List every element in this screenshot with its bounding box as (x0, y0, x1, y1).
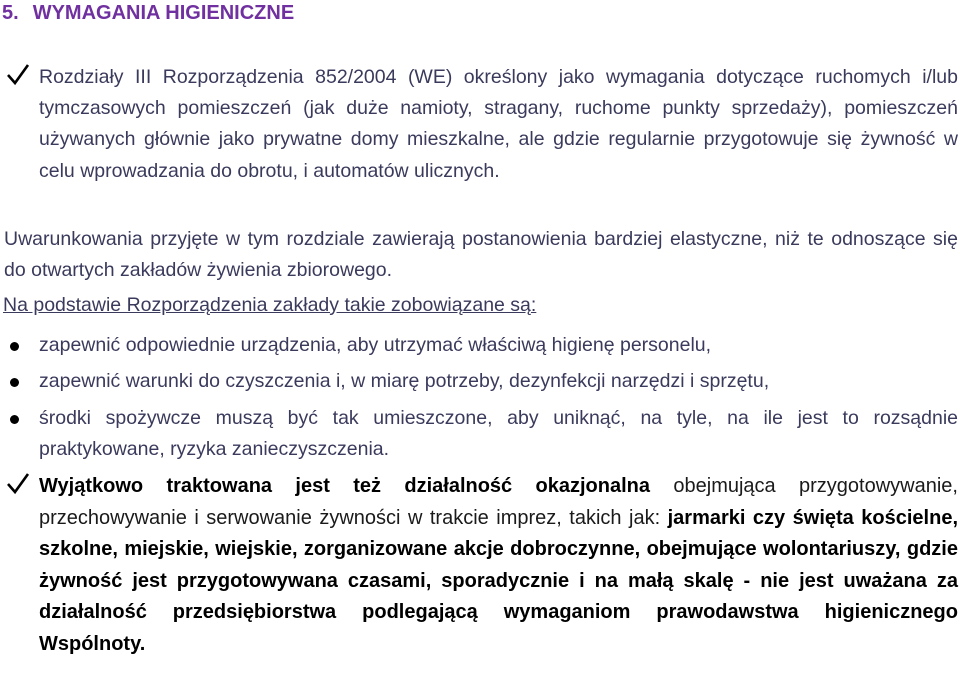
exception-lead: Wyjątkowo traktowana jest też działalność okazjonalna (39, 475, 651, 497)
bullet-icon (10, 403, 34, 434)
exception-middle: obejmująca przygotowywanie, przechowywanie i serwowanie żywności w trakcie imprez, takich jak: (39, 475, 958, 529)
page-title (2, 0, 294, 27)
checkmark-icon (6, 62, 30, 93)
obligation-item-text: zapewnić warunki do czyszczenia i, w miarę potrzeby, dezynfekcji narzędzi i sprzętu, (39, 370, 770, 392)
bullet-icon (10, 366, 34, 397)
obligation-item (0, 366, 958, 397)
checkmark-icon (6, 471, 30, 502)
obligation-item-text: środki spożywcze muszą być tak umieszczone, aby uniknąć, na tyle, na ile jest to rozsądnie praktykowane, ryzyka zanieczyszczenia. (39, 407, 958, 461)
obligations-heading (0, 290, 960, 321)
exception-examples: jarmarki czy święta kościelne, szkolne, miejskie, wiejskie, zorganizowane akcje dobroczynne, obejmujące wolontariuszy, gdzie żywność jest przygotowywana czasami, sporadycznie i na małą skalę - nie jest uważana za działalność przedsiębiorstwa podlegającą wymaganiom prawodawstwa higienicznego Wspólnoty. (39, 506, 958, 655)
obligation-item (0, 403, 958, 465)
obligation-item-text: zapewnić odpowiednie urządzenia, aby utrzymać właściwą higienę personelu, (39, 334, 712, 356)
section-number: 5. (2, 2, 19, 24)
intro-text: Rozdziały III Rozporządzenia 852/2004 (WE) określony jako wymagania dotyczące ruchomych i/lub tymczasowych pomieszczeń (jak duże namioty, stragany, ruchome punkty sprzedaży), pomieszczeń używanych głównie jako prywatne domy mieszkalne, ale gdzie regularnie przygotowuje się żywność w celu wprowadzania do obrotu, i automatów ulicznych. (39, 66, 958, 182)
obligation-item (0, 330, 958, 361)
bullet-icon (10, 330, 34, 361)
section-title: WYMAGANIA HIGIENICZNE (32, 2, 295, 24)
obligations-heading-text: Na podstawie Rozporządzenia zakłady takie zobowiązane są: (3, 294, 537, 316)
conditions-text: Uwarunkowania przyjęte w tym rozdziale zawierają postanowienia bardziej elastyczne, niż te odnoszące się do otwartych zakładów żywienia zbiorowego. (4, 228, 958, 282)
conditions-paragraph (0, 224, 958, 286)
exception-paragraph (0, 471, 958, 660)
intro-paragraph (0, 62, 958, 187)
